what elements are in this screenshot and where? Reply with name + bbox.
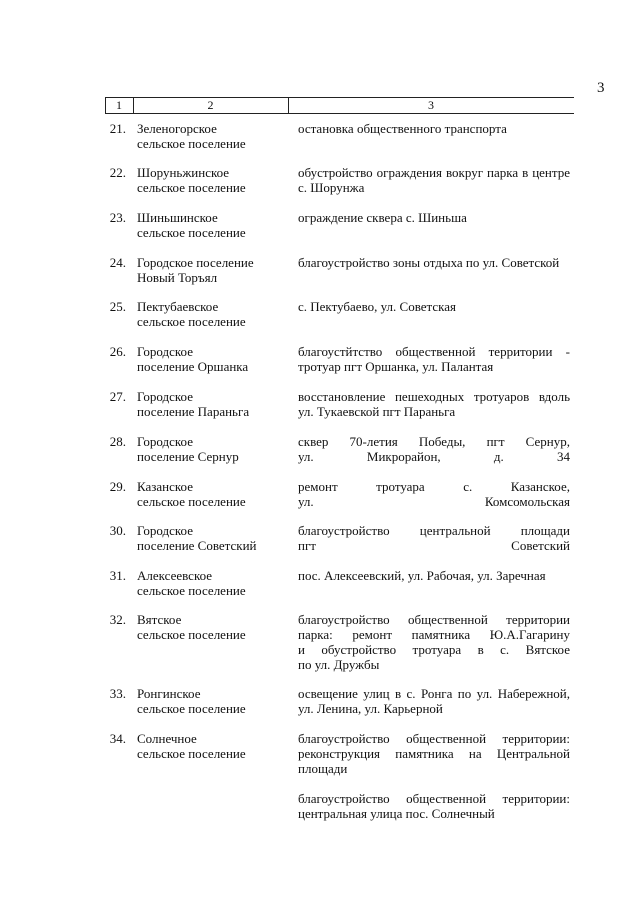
project-description (298, 523, 570, 553)
municipality-line: Вятское (137, 612, 182, 627)
municipality-name (137, 165, 282, 195)
municipality-line: Городское (137, 434, 193, 449)
municipality-line: поселение Оршанка (137, 359, 249, 374)
municipality-line: Зеленогорское (137, 121, 217, 136)
project-description (298, 299, 570, 314)
project-description (298, 568, 570, 583)
municipality-line: сельское поселение (137, 583, 246, 598)
description-line: площади (298, 761, 348, 776)
municipality-line: поселение Параньга (137, 404, 250, 419)
municipality-name (137, 731, 282, 761)
description-line: ул. Ленина, ул. Карьерной (298, 701, 443, 716)
municipality-line: Солнечное (137, 731, 197, 746)
municipality-line: Казанское (137, 479, 193, 494)
project-description (298, 255, 570, 270)
row-number: 21. (109, 121, 126, 136)
description-line: и обустройство тротуара в с. Вятское (298, 642, 570, 657)
description-line: благоустройство общественной территории: (298, 791, 570, 806)
project-description (298, 165, 570, 195)
municipality-line: Алексеевское (137, 568, 213, 583)
municipality-line: Шоруньжинское (137, 165, 230, 180)
municipality-name (137, 210, 282, 240)
project-description (298, 434, 570, 464)
municipality-name (137, 612, 282, 642)
description-line: ограждение сквера с. Шиньша (298, 210, 467, 225)
project-description (298, 791, 570, 821)
description-line: остановка общественного транспорта (298, 121, 507, 136)
description-line: освещение улиц в с. Ронга по ул. Набережной, (298, 686, 570, 701)
municipality-line: сельское поселение (137, 136, 246, 151)
description-line: по ул. Дружбы (298, 657, 380, 672)
description-line: благоустройство зоны отдыха по ул. Советской (298, 255, 560, 270)
row-number: 29. (109, 479, 126, 494)
municipality-line: Ронгинское (137, 686, 201, 701)
description-line: пос. Алексеевский, ул. Рабочая, ул. Заречная (298, 568, 546, 583)
description-line: ремонт тротуара с. Казанское, (298, 479, 570, 494)
municipality-line: сельское поселение (137, 746, 246, 761)
project-description (298, 121, 570, 136)
municipality-line: Городское (137, 344, 193, 359)
page-number: 3 (597, 80, 605, 96)
description-line: с. Шорунжа (298, 180, 365, 195)
municipality-line: сельское поселение (137, 627, 246, 642)
header-col-2: 2 (207, 98, 214, 112)
project-description (298, 344, 570, 374)
row-number: 23. (109, 210, 126, 225)
project-description (298, 479, 570, 509)
municipality-name (137, 389, 282, 419)
row-number: 24. (109, 255, 126, 270)
description-line: ул. Микрорайон, д. 34 (298, 449, 570, 464)
description-line: ул. Комсомольская (298, 494, 570, 509)
project-description (298, 686, 570, 716)
municipality-line: сельское поселение (137, 225, 246, 240)
municipality-line: сельское поселение (137, 494, 246, 509)
row-number: 27. (109, 389, 126, 404)
municipality-name (137, 299, 282, 329)
municipality-line: сельское поселение (137, 314, 246, 329)
municipality-line: сельское поселение (137, 180, 246, 195)
municipality-line: Пектубаевское (137, 299, 219, 314)
description-line: восстановление пешеходных тротуаров вдоль (298, 389, 570, 404)
description-line: благоустройство общественной территории (298, 612, 570, 627)
row-number: 22. (109, 165, 126, 180)
row-number: 26. (109, 344, 126, 359)
description-line: центральная улица пос. Солнечный (298, 806, 495, 821)
project-description (298, 389, 570, 419)
municipality-name (137, 686, 282, 716)
municipality-name (137, 523, 282, 553)
project-description (298, 612, 570, 672)
description-line: благоустройство центральной площади (298, 523, 570, 538)
description-line: реконструкция памятника на Центральной (298, 746, 570, 761)
municipality-line: Шиньшинское (137, 210, 218, 225)
row-number: 28. (109, 434, 126, 449)
municipality-name (137, 255, 282, 285)
municipality-name (137, 121, 282, 151)
table-header (105, 97, 574, 114)
description-line: пгт Советский (298, 538, 570, 553)
municipality-name (137, 479, 282, 509)
description-line: парка: ремонт памятника Ю.А.Гагарину (298, 627, 570, 642)
row-number: 30. (109, 523, 126, 538)
description-line: благоустройство общественной территории: (298, 731, 570, 746)
municipality-name (137, 344, 282, 374)
description-line: благоустйтство общественной территории - (298, 344, 570, 359)
row-number: 25. (109, 299, 126, 314)
description-line: обустройство ограждения вокруг парка в центре (298, 165, 570, 180)
municipality-line: Городское поселение (137, 255, 254, 270)
municipality-line: поселение Сернур (137, 449, 239, 464)
row-number: 31. (109, 568, 126, 583)
header-col-3: 3 (428, 98, 434, 112)
description-line: ул. Тукаевской пгт Параньга (298, 404, 456, 419)
municipality-name (137, 568, 282, 598)
municipality-line: сельское поселение (137, 701, 246, 716)
municipality-line: поселение Советский (137, 538, 257, 553)
municipality-line: Городское (137, 389, 193, 404)
row-number: 32. (109, 612, 126, 627)
project-description (298, 210, 570, 225)
description-line: сквер 70-летия Победы, пгт Сернур, (298, 434, 570, 449)
header-col-1: 1 (116, 98, 122, 112)
description-line: тротуар пгт Оршанка, ул. Палантая (298, 359, 494, 374)
municipality-line: Новый Торъял (137, 270, 218, 285)
row-number: 33. (109, 686, 126, 701)
description-line: с. Пектубаево, ул. Советская (298, 299, 457, 314)
municipality-name (137, 434, 282, 464)
row-number: 34. (109, 731, 126, 746)
municipality-line: Городское (137, 523, 193, 538)
project-description (298, 731, 570, 776)
